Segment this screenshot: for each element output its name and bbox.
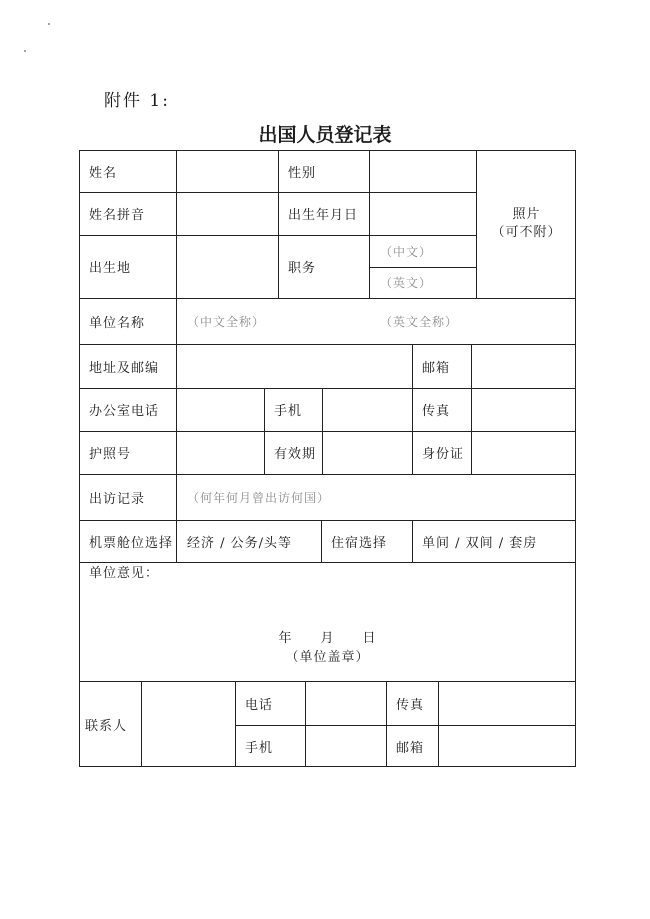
position-cn-field[interactable]: （中文） (380, 244, 433, 259)
name-field[interactable] (177, 150, 278, 192)
name-pinyin-label: 姓名拼音 (89, 208, 146, 223)
mobile-label: 手机 (274, 404, 303, 419)
ticket-class-label: 机票舱位选择 (89, 535, 174, 551)
photo-box[interactable] (477, 150, 576, 298)
contact-fax-label: 传真 (396, 697, 425, 713)
name-pinyin-field[interactable] (177, 192, 278, 235)
contact-phone-label: 电话 (245, 697, 274, 713)
gender-label: 性别 (288, 165, 317, 181)
position-label: 职务 (288, 261, 317, 276)
office-phone-field[interactable] (177, 388, 264, 431)
valid-until-label: 有效期 (274, 447, 317, 462)
office-phone-label: 办公室电话 (89, 404, 160, 419)
seal-note: （单位盖章） (285, 649, 370, 665)
valid-until-field[interactable] (323, 431, 412, 474)
visit-record-label: 出访记录 (89, 491, 146, 507)
photo-optional-note: （可不附） (491, 225, 562, 240)
contact-email-label: 邮箱 (396, 740, 425, 756)
id-card-label: 身份证 (422, 447, 465, 462)
address-field[interactable] (177, 344, 412, 388)
birth-date-label: 出生年月日 (288, 208, 359, 223)
unit-name-cn-field[interactable]: （中文全称） (187, 314, 266, 329)
unit-opinion-label: 单位意见： (89, 566, 160, 581)
form-title: 出国人员登记表 (258, 124, 392, 146)
email-field[interactable] (472, 344, 576, 388)
scan-speck (48, 23, 50, 25)
birthplace-label: 出生地 (89, 261, 132, 276)
date-line: 年 月 日 (278, 630, 377, 646)
photo-label: 照片 (512, 207, 541, 222)
passport-label: 护照号 (89, 447, 132, 462)
position-en-field[interactable]: （英文） (380, 276, 433, 290)
birth-date-field[interactable] (370, 192, 476, 235)
contact-fax-field[interactable] (439, 681, 576, 725)
address-label: 地址及邮编 (89, 360, 160, 376)
contact-name-field[interactable] (142, 681, 235, 767)
birthplace-field[interactable] (177, 235, 278, 298)
unit-name-en-field[interactable]: （英文全称） (380, 314, 459, 329)
contact-phone-field[interactable] (306, 681, 386, 725)
name-label: 姓名 (89, 165, 118, 181)
attachment-label: 附件 1: (104, 91, 170, 111)
lodging-label: 住宿选择 (331, 535, 388, 551)
fax-field[interactable] (472, 388, 576, 431)
mobile-field[interactable] (323, 388, 412, 431)
unit-name-label: 单位名称 (89, 315, 146, 331)
contact-email-field[interactable] (439, 725, 576, 767)
gender-field[interactable] (370, 150, 476, 192)
scan-speck (24, 50, 26, 52)
contact-label: 联系人 (85, 718, 128, 734)
contact-mobile-label: 手机 (245, 740, 274, 756)
lodging-options[interactable]: 单间 / 双间 / 套房 (422, 535, 538, 551)
ticket-class-options[interactable]: 经济 / 公务/头等 (187, 535, 293, 551)
passport-field[interactable] (177, 431, 264, 474)
contact-mobile-field[interactable] (306, 725, 386, 767)
visit-record-field[interactable]: （何年何月曾出访何国） (187, 490, 331, 505)
email-label: 邮箱 (422, 360, 451, 376)
id-card-field[interactable] (472, 431, 576, 474)
fax-label: 传真 (422, 404, 451, 419)
